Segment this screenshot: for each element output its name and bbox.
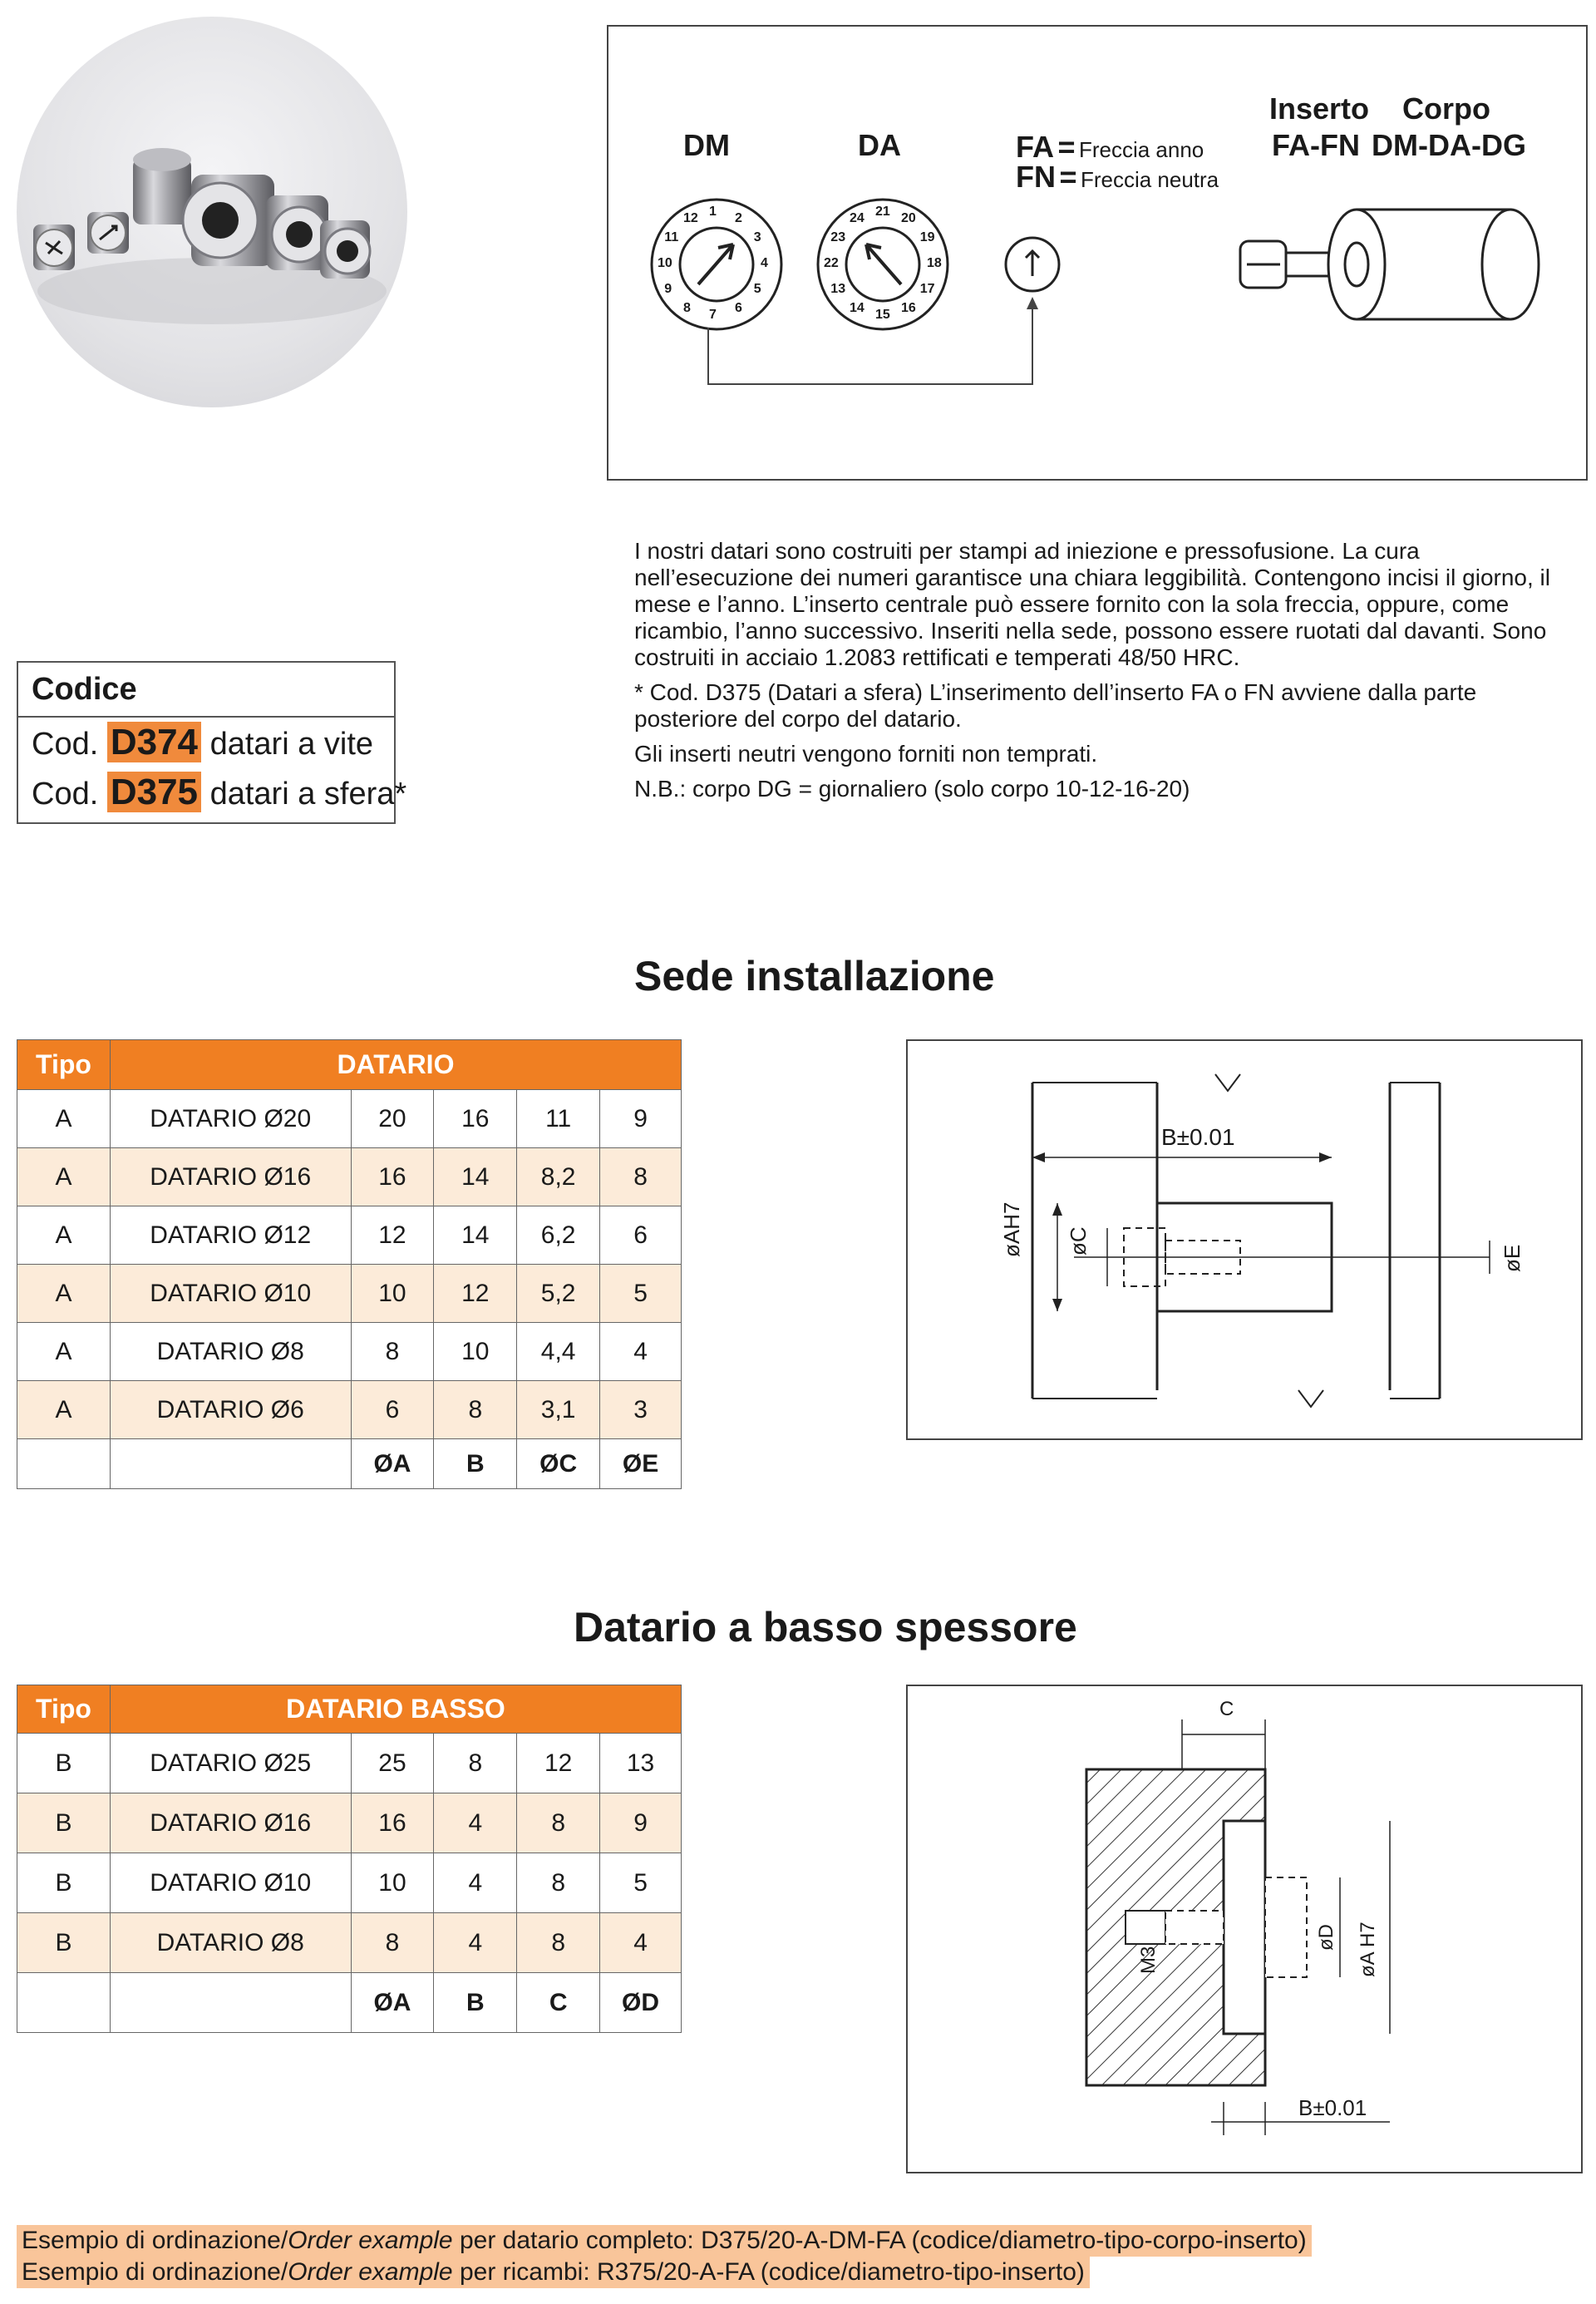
description-p4: N.B.: corpo DG = giornaliero (solo corpo 10-12-16-20) (634, 776, 1190, 802)
table-cell: 8 (517, 1853, 600, 1913)
table-cell: A (17, 1090, 111, 1148)
dial-number: 9 (664, 282, 672, 296)
table-cell: B (17, 1793, 111, 1853)
table-cell: DATARIO Ø16 (110, 1793, 351, 1853)
footer-cell: B (434, 1439, 517, 1489)
footer-cell (110, 1439, 351, 1489)
table-cell: 4 (434, 1793, 517, 1853)
table-row (17, 1913, 682, 1973)
order-label-en: Order example (288, 2258, 453, 2286)
footer-cell: ØD (600, 1973, 682, 2033)
codice-header: Codice (18, 663, 394, 718)
section2-drawing (906, 1685, 1583, 2173)
table-cell: DATARIO Ø16 (110, 1148, 351, 1206)
description (634, 538, 1582, 811)
section2-m3-label: M3 (1137, 1946, 1160, 1974)
codice-row (18, 767, 407, 817)
section1-b-dimension: B±0.01 (1161, 1124, 1235, 1150)
order-text: per ricambi: R375/20-A-FA (codice/diametro-tipo-inserto) (452, 2258, 1085, 2286)
order-label: Esempio di ordinazione/ (22, 2258, 288, 2286)
table-cell: 10 (351, 1853, 434, 1913)
codice-text: datari a vite (209, 727, 374, 762)
section1-e-dimension: øE (1500, 1244, 1525, 1272)
table-cell: B (17, 1913, 111, 1973)
table-cell: 5,2 (517, 1265, 600, 1323)
table-row (17, 1381, 682, 1439)
dial-number: 21 (875, 205, 890, 219)
table-cell: DATARIO Ø8 (110, 1323, 351, 1381)
section1-drawing (906, 1039, 1583, 1440)
table-row (17, 1206, 682, 1265)
table-footer-row (17, 1439, 682, 1489)
table-cell: 16 (351, 1148, 434, 1206)
section2-a-dimension: øA H7 (1357, 1922, 1379, 1977)
table-cell: 14 (434, 1148, 517, 1206)
codice-box (17, 661, 407, 824)
table-cell: 3 (600, 1381, 682, 1439)
table-cell: DATARIO Ø10 (110, 1853, 351, 1913)
section1-table (17, 1039, 682, 1489)
table-cell: 6 (351, 1381, 434, 1439)
codice-row (18, 718, 394, 767)
footer-cell: B (434, 1973, 517, 2033)
table-cell: 3,1 (517, 1381, 600, 1439)
dial-number: 15 (875, 308, 890, 322)
table-cell: 20 (351, 1090, 434, 1148)
table-cell: B (17, 1853, 111, 1913)
order-examples (17, 2225, 1312, 2288)
header-tipo: Tipo (17, 1040, 111, 1090)
dial-number: 24 (850, 211, 864, 226)
table-cell: 12 (351, 1206, 434, 1265)
dial-number: 12 (683, 211, 698, 226)
dial-number: 4 (761, 256, 768, 270)
table-cell: 12 (517, 1734, 600, 1793)
dial-number: 18 (927, 256, 942, 270)
table-cell: 16 (351, 1793, 434, 1853)
fn-code: FN (1016, 160, 1056, 194)
dm-label: DM (683, 128, 730, 162)
dial-number: 13 (830, 282, 846, 296)
table-cell: 8 (517, 1913, 600, 1973)
order-label: Esempio di ordinazione/ (22, 2227, 288, 2254)
product-photo (17, 17, 407, 407)
table-cell: 4 (600, 1323, 682, 1381)
table-cell: 8 (434, 1734, 517, 1793)
table-cell: DATARIO Ø12 (110, 1206, 351, 1265)
fn-legend (1016, 160, 1219, 195)
corpo-label: Corpo (1402, 91, 1490, 126)
corpo-codes: DM-DA-DG (1372, 128, 1526, 162)
table-cell: 8 (351, 1323, 434, 1381)
dial-number: 17 (919, 282, 935, 296)
dial-number: 20 (901, 211, 916, 226)
table-cell: 14 (434, 1206, 517, 1265)
table-footer-row (17, 1973, 682, 2033)
codice-code: D375 (107, 772, 201, 812)
table-cell: A (17, 1206, 111, 1265)
section1-a-dimension: øAH7 (999, 1201, 1024, 1257)
order-example-complete (17, 2225, 1312, 2257)
table-cell: 8 (600, 1148, 682, 1206)
footer-cell (17, 1439, 111, 1489)
fn-eq: = (1059, 160, 1077, 194)
dial-number: 5 (753, 282, 761, 296)
fa-desc: Freccia anno (1078, 137, 1204, 162)
codice-code: D374 (107, 722, 201, 762)
table-row (17, 1148, 682, 1206)
header-main: DATARIO (110, 1040, 681, 1090)
description-p2: * Cod. D375 (Datari a sfera) L’inserimento dell’inserto FA o FN avviene dalla parte posteriore del corpo del datario. (634, 679, 1477, 732)
section2-d-dimension: øD (1315, 1924, 1337, 1951)
insert-body-diagram (607, 25, 1588, 481)
table-cell: 16 (434, 1090, 517, 1148)
table-cell: 4 (434, 1913, 517, 1973)
footer-cell: ØA (351, 1439, 434, 1489)
table-row (17, 1090, 682, 1148)
table-cell: DATARIO Ø25 (110, 1734, 351, 1793)
inserto-label: Inserto (1269, 91, 1370, 126)
footer-cell: C (517, 1973, 600, 2033)
dial-number: 11 (664, 230, 679, 244)
footer-cell (110, 1973, 351, 2033)
order-text: per datario completo: D375/20-A-DM-FA (codice/diametro-tipo-corpo-inserto) (452, 2227, 1307, 2254)
table-cell: 8,2 (517, 1148, 600, 1206)
table-cell: A (17, 1265, 111, 1323)
table-row (17, 1793, 682, 1853)
table-cell: 8 (351, 1913, 434, 1973)
table-cell: A (17, 1148, 111, 1206)
description-p3: Gli inserti neutri vengono forniti non temprati. (634, 741, 1098, 767)
section1-title: Sede installazione (634, 953, 995, 999)
table-row (17, 1734, 682, 1793)
table-cell: DATARIO Ø8 (110, 1913, 351, 1973)
description-p1: I nostri datari sono costruiti per stampi ad iniezione e pressofusione. La cura nell’esecuzione dei numeri garantisce una chiara leggibilità. Contengono incisi il giorno, il mese e l’anno. L’inserto centrale può essere fornito con la sola freccia, oppure, come ricambio, l’anno successivo. Inseriti nella sede, possono essere ruotati dal davanti. Sono costruiti in acciaio 1.2083 rettificati e temperati 48/50 HRC. (634, 538, 1550, 670)
dial-number: 14 (850, 300, 864, 315)
table-cell: 4,4 (517, 1323, 600, 1381)
table-cell: 8 (517, 1793, 600, 1853)
table-cell: 9 (600, 1090, 682, 1148)
dial-number: 2 (735, 211, 742, 226)
footer-cell: ØC (517, 1439, 600, 1489)
table-cell: 6,2 (517, 1206, 600, 1265)
table-cell: A (17, 1323, 111, 1381)
da-label: DA (858, 128, 901, 162)
order-label-en: Order example (288, 2227, 453, 2254)
inserto-codes: FA-FN (1272, 128, 1360, 162)
codice-prefix: Cod. (32, 727, 99, 762)
table-cell: 8 (434, 1381, 517, 1439)
table-cell: 11 (517, 1090, 600, 1148)
fa-code: FA (1016, 130, 1055, 164)
table-row (17, 1323, 682, 1381)
section2-b-dimension: B±0.01 (1298, 2095, 1367, 2120)
table-cell: 25 (351, 1734, 434, 1793)
dial-number: 8 (683, 300, 691, 315)
dial-number: 23 (830, 230, 846, 244)
table-cell: DATARIO Ø20 (110, 1090, 351, 1148)
dial-number: 19 (919, 230, 935, 244)
dial-number: 22 (824, 256, 839, 270)
section1-c-dimension: øC (1066, 1226, 1091, 1256)
dial-number: 10 (658, 256, 672, 270)
table-cell: DATARIO Ø6 (110, 1381, 351, 1439)
dial-number: 7 (709, 308, 717, 322)
table-cell: A (17, 1381, 111, 1439)
dial-number: 1 (709, 205, 717, 219)
section2-title: Datario a basso spessore (574, 1604, 1077, 1650)
fn-desc: Freccia neutra (1080, 167, 1219, 192)
table-cell: 12 (434, 1265, 517, 1323)
table-cell: 5 (600, 1853, 682, 1913)
dial-number: 6 (735, 300, 742, 315)
table-cell: 6 (600, 1206, 682, 1265)
codice-prefix: Cod. (32, 777, 99, 812)
table-cell: B (17, 1734, 111, 1793)
table-row (17, 1265, 682, 1323)
footer-cell: ØA (351, 1973, 434, 2033)
table-cell: 10 (434, 1323, 517, 1381)
fa-eq: = (1057, 130, 1076, 164)
header-main: DATARIO BASSO (110, 1685, 681, 1734)
codice-text: datari a sfera* (209, 777, 407, 812)
table-cell: 10 (351, 1265, 434, 1323)
table-cell: 9 (600, 1793, 682, 1853)
table-cell: 4 (434, 1853, 517, 1913)
table-cell: DATARIO Ø10 (110, 1265, 351, 1323)
table-cell: 5 (600, 1265, 682, 1323)
footer-cell: ØE (600, 1439, 682, 1489)
table-row (17, 1853, 682, 1913)
header-tipo: Tipo (17, 1685, 111, 1734)
dial-number: 16 (901, 300, 916, 315)
section2-c-dimension: C (1219, 1698, 1234, 1720)
table-cell: 4 (600, 1913, 682, 1973)
order-example-spares (17, 2257, 1090, 2288)
dial-number: 3 (753, 230, 761, 244)
footer-cell (17, 1973, 111, 2033)
table-cell: 13 (600, 1734, 682, 1793)
section2-table (17, 1685, 682, 2033)
